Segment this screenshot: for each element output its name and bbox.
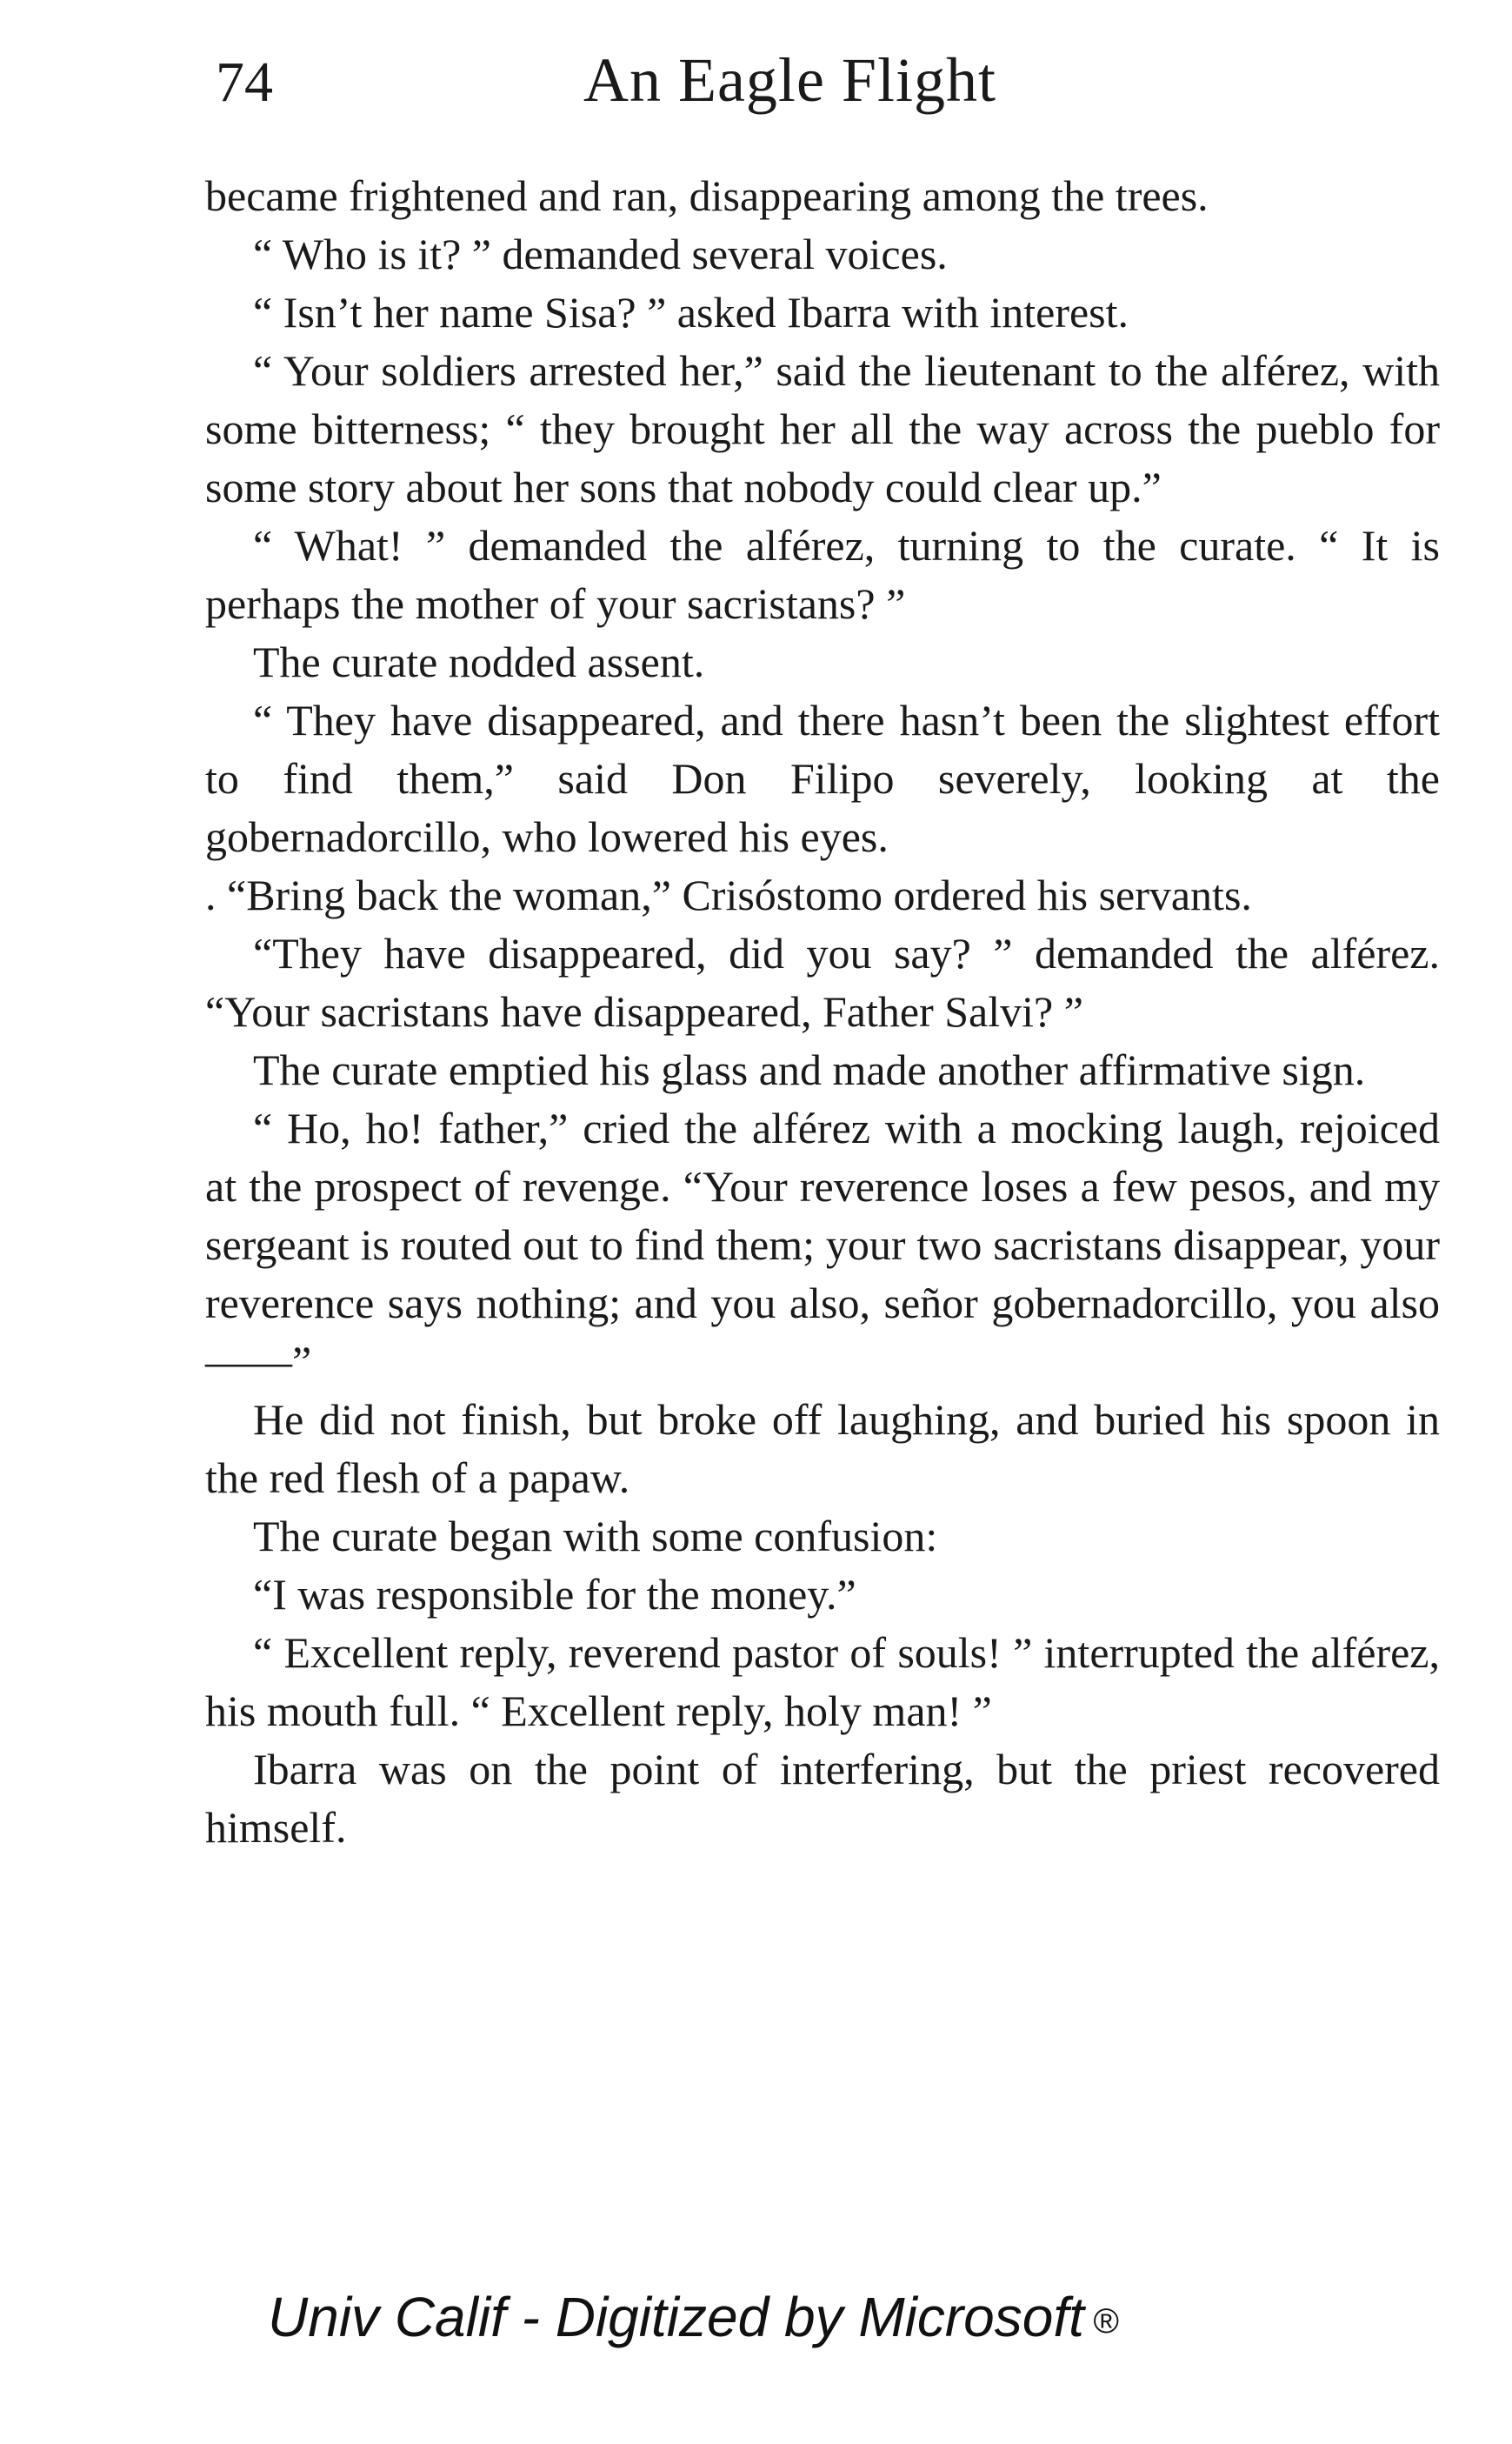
paragraph: . “Bring back the woman,” Crisóstomo ordered his servants. xyxy=(205,871,1252,919)
digitization-mark: ® xyxy=(1092,2302,1119,2341)
paragraph: Ibarra was on the point of interfering, but the priest recovered himself. xyxy=(205,1745,1440,1852)
page-number: 74 xyxy=(216,50,273,114)
paragraph: “ Isn’t her name Sisa? ” asked Ibarra with interest. xyxy=(253,288,1129,337)
paragraph: “ Ho, ho! father,” cried the alférez with a mocking laugh, rejoiced at the prospect of revenge. “Your reverence loses a few pesos, and my sergeant is routed out to find them; your two sacristans disappear, your reverence says nothing; and you also, señor gobernadorcillo, you also——” xyxy=(205,1104,1440,1386)
paragraph: “ What! ” demanded the alférez, turning to the curate. “ It is perhaps the mother of your sacristans? ” xyxy=(205,521,1440,628)
digitization-footer xyxy=(268,2286,1119,2348)
body-text xyxy=(205,167,1440,1857)
paragraph: The curate began with some confusion: xyxy=(253,1512,938,1560)
paragraph: “ Excellent reply, reverend pastor of souls! ” interrupted the alférez, his mouth full. “ Excellent reply, holy man! ” xyxy=(205,1628,1440,1735)
paragraph: “ They have disappeared, and there hasn’t been the slightest effort to find them,” said Don Filipo severely, looking at the gobernadorcillo, who lowered his eyes. xyxy=(205,696,1440,861)
paragraph: “They have disappeared, did you say? ” demanded the alférez. “Your sacristans have disappeared, Father Salvi? ” xyxy=(205,929,1440,1036)
digitization-notice: Univ Calif - Digitized by Microsoft xyxy=(268,2286,1084,2348)
paragraph: “ Your soldiers arrested her,” said the lieutenant to the alférez, with some bitterness; “ they brought her all the way across the pueblo for some story about her sons that nobody could clear up.” xyxy=(205,346,1440,511)
paragraph: He did not finish, but broke off laughing, and buried his spoon in the red flesh of a papaw. xyxy=(205,1395,1440,1502)
paragraph: became frightened and ran, disappearing among the trees. xyxy=(205,171,1209,220)
paragraph: The curate emptied his glass and made another affirmative sign. xyxy=(253,1045,1366,1094)
paragraph: “ Who is it? ” demanded several voices. xyxy=(253,230,948,278)
page-header xyxy=(205,45,1440,127)
running-title: An Eagle Flight xyxy=(583,45,996,115)
paragraph: “I was responsible for the money.” xyxy=(253,1570,856,1619)
paragraph: The curate nodded assent. xyxy=(253,638,705,686)
